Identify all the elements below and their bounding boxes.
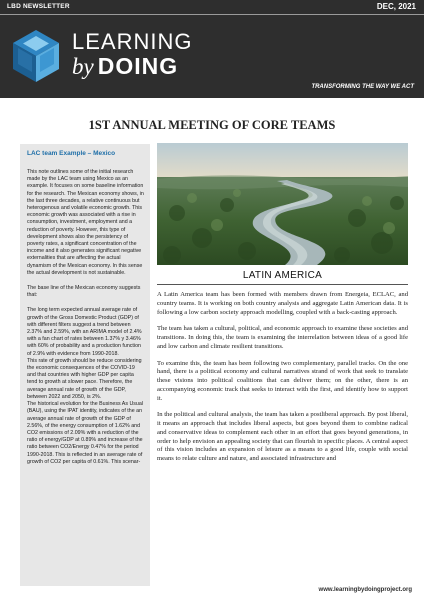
body-paragraph: The team has taken a cultural, political, and economic approach to examine these societies and transitions. In doing this, the team is examining the interrelation between ideas of a good life and low carbon and climate resilient transitions. [157,325,408,350]
sidebar-box [20,144,150,586]
brand-by-doing [72,53,178,80]
sidebar-paragraph: The long term expected annual average rate of growth of the Gross Domestic Product (GDP) of with different filters suggest a trend between 2.37% and 2.59%, with an ARIMA model of 2.4% with a fan chart of rates between 1.37% y 3.46% with 60% of probability and a production function of 2.9% with evidence from 1990-2018. [27,307,142,357]
brand-doing: DOING [97,53,179,79]
body-paragraph: A Latin America team has been formed with members drawn from Energeia, ECLAC, and country teams. It is working on both country analysis and aggregate Latin American data. It is following a low carbon society approach modelling, coupled with a back-casting approach. [157,291,408,316]
slogan: TRANSFORMING THE WAY WE ACT [311,84,414,90]
page-title: 1ST ANNUAL MEETING OF CORE TEAMS [88,118,336,132]
section-heading: LATIN AMERICA [242,270,323,281]
issue-date: DEC, 2021 [376,2,416,11]
sidebar-title: LAC team Example – Mexico [27,150,116,157]
header-divider [0,14,424,15]
body-paragraph: In the political and cultural analysis, the team has taken a postliberal approach. By post liberal, it means an approach that includes liberal aspects, but goes beyond them to combine radical and conservative ideas to complement each other in an effort that goes beyond generations, in order to help envision an appealing society that can flourish in specific places. A central aspect of this vision includes an expansion of leisure as a means to a good life, couple with social means to relate culture and nature, and associated infrastructure and [157,411,408,463]
sidebar-paragraph: This note outlines some of the initial research made by the LAC team using Mexico as an example. It focuses on some baseline information for the research. The Mexican economy shows, in the last three decades, a relative continuous but heterogenous and volatile economic growth. This economic growth was associated with a rise in consumption, investment, employment and a reduction of poverty. However, this type of development shows also the persistency of poverty rates, a significant concentration of the income and it also generates significant negative externalities that are affecting the actual dynamism of the Mexican economy. In this sense the actual development is not sustainable. [27,169,144,276]
sidebar-paragraph: This rate of growth should be reduce considering the economic consequences of the COVID-19 and that countries with higher GDP per capita tend to growth at slower pace. Therefore, the average annual rate of growth of the GDP, between 2022 and 2050, is 2%. [27,357,142,400]
body-paragraph: To examine this, the team has been following two complementary, parallel tracks. On the one hand, there is a political economy and cultural narratives strand of work that seek to translate these visions into political coalitions that can deliver them; on the other, there is an accompanying economic track that seeks to interact with the first, and identify how to support it. [157,359,408,402]
website-link[interactable]: www.learningbydoingproject.org [318,587,412,593]
header-banner [0,0,424,98]
section-divider [157,284,408,285]
sidebar-paragraph: The historical evolution for the Business As Usual (BAU), using the IPAT identity, indicates of the an average annual rate of growth of the GDP of 2.56%, of the energy consumption of 1.62% and CO2 emissions of 2.09% with a reduction of the ratio of energy/GDP at 0.89% and increase of the ratio between CO2/Energy 0.47% for the period 1990-2018. This is reflected in an average rate of growth of CO2 per capita of 0.61%. This scenar- [27,401,144,465]
brand-learning: LEARNING [72,29,193,54]
newsletter-label: LBD NEWSLETTER [7,3,70,10]
brand-by: by [72,54,94,79]
sidebar-paragraph: The base line of the Mexican economy suggests that: [27,285,141,299]
article-body [157,291,408,583]
rainforest-river-photo [157,143,408,265]
hexagonal-cube-logo-icon [8,28,64,84]
